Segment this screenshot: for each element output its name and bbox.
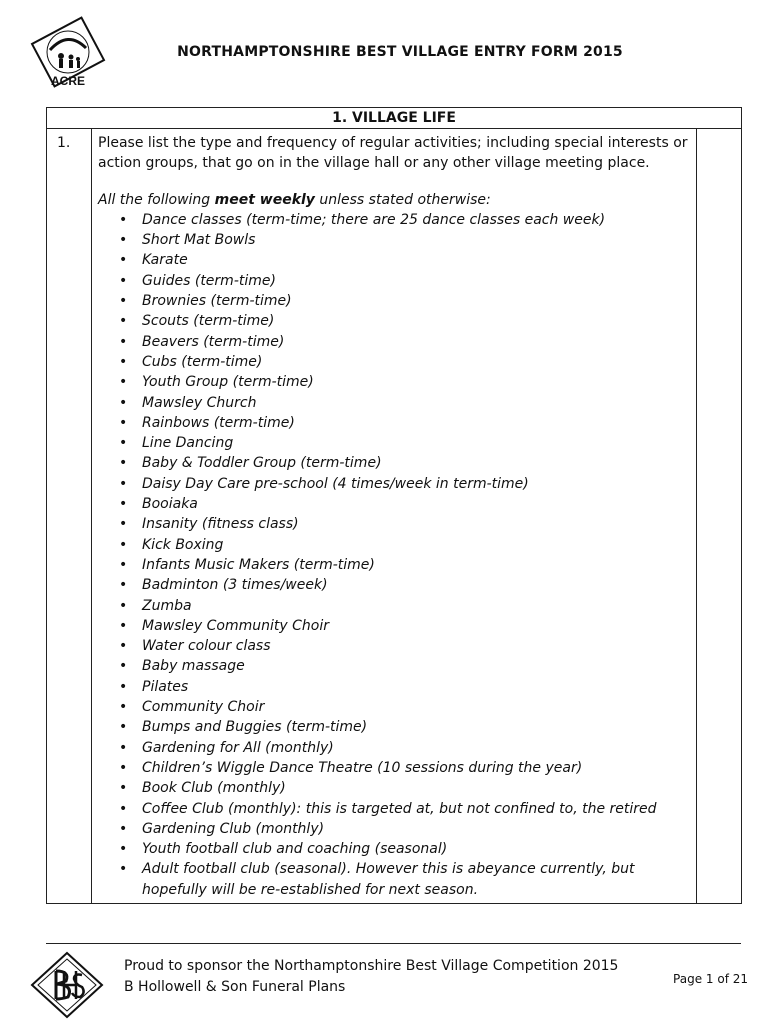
activity-item: • Baby & Toddler Group (term-time)	[98, 453, 690, 473]
activity-item: • Coffee Club (monthly): this is targeted at, but not confined to, the retired	[98, 799, 690, 819]
activity-item: • Bumps and Buggies (term-time)	[98, 717, 690, 737]
activity-item: • Children’s Wiggle Dance Theatre (10 sessions during the year)	[98, 758, 690, 778]
intro-emphasis: meet weekly	[214, 191, 315, 208]
activity-item: • Karate	[98, 250, 690, 270]
page-title: NORTHAMPTONSHIRE BEST VILLAGE ENTRY FORM 2015	[177, 44, 623, 60]
score-cell	[697, 129, 742, 904]
entry-form-table	[46, 107, 742, 904]
activity-item: • Book Club (monthly)	[98, 778, 690, 798]
activity-item: • Mawsley Church	[98, 393, 690, 413]
activity-item: • Badminton (3 times/week)	[98, 575, 690, 595]
intro-suffix: unless stated otherwise:	[314, 191, 491, 208]
activity-item: • Kick Boxing	[98, 535, 690, 555]
activity-item: • Water colour class	[98, 636, 690, 656]
footer-divider	[46, 943, 741, 944]
activity-item: • Baby massage	[98, 656, 690, 676]
activity-item: • Cubs (term-time)	[98, 352, 690, 372]
activity-item: • Scouts (term-time)	[98, 311, 690, 331]
activity-item: • Zumba	[98, 596, 690, 616]
logo-word: ACRE	[50, 74, 86, 88]
activity-item: • Daisy Day Care pre-school (4 times/week in term-time)	[98, 474, 690, 494]
activity-item: • Mawsley Community Choir	[98, 616, 690, 636]
activity-item: • Short Mat Bowls	[98, 230, 690, 250]
intro-prefix: All the following	[98, 191, 215, 208]
activity-item: • Gardening for All (monthly)	[98, 738, 690, 758]
activity-item: • Youth football club and coaching (seasonal)	[98, 839, 690, 859]
activity-item: • Guides (term-time)	[98, 271, 690, 291]
activity-item: • Pilates	[98, 677, 690, 697]
activity-item: • Gardening Club (monthly)	[98, 819, 690, 839]
section-heading: 1. VILLAGE LIFE	[47, 108, 742, 129]
activity-list	[98, 210, 690, 903]
sponsor-line-2: B Hollowell & Son Funeral Plans	[124, 978, 346, 995]
activity-item: • Rainbows (term-time)	[98, 413, 690, 433]
activity-item: • Brownies (term-time)	[98, 291, 690, 311]
question-number: 1.	[47, 129, 92, 904]
activity-item: • Booiaka	[98, 494, 690, 514]
activity-item: • Adult football club (seasonal). However this is abeyance currently, but hopefully will be re-established for next season.	[98, 859, 690, 900]
answer-intro	[98, 190, 690, 210]
sponsor-logo	[30, 951, 104, 1019]
question-text: Please list the type and frequency of regular activities; including special interests or action groups, that go on in the village hall or any other village meeting place.	[98, 135, 688, 172]
page-number: Page 1 of 21	[673, 972, 748, 986]
sponsor-line-1: Proud to sponsor the Northamptonshire Best Village Competition 2015	[124, 958, 619, 974]
activity-item: • Beavers (term-time)	[98, 332, 690, 352]
activity-item: • Dance classes (term-time; there are 25 dance classes each week)	[98, 210, 690, 230]
question-answer-cell	[92, 129, 697, 904]
activity-item: • Insanity (fitness class)	[98, 514, 690, 534]
sponsor-text	[124, 956, 618, 997]
activity-item: • Line Dancing	[98, 433, 690, 453]
activity-item: • Youth Group (term-time)	[98, 372, 690, 392]
activity-item: • Community Choir	[98, 697, 690, 717]
activity-item: • Infants Music Makers (term-time)	[98, 555, 690, 575]
